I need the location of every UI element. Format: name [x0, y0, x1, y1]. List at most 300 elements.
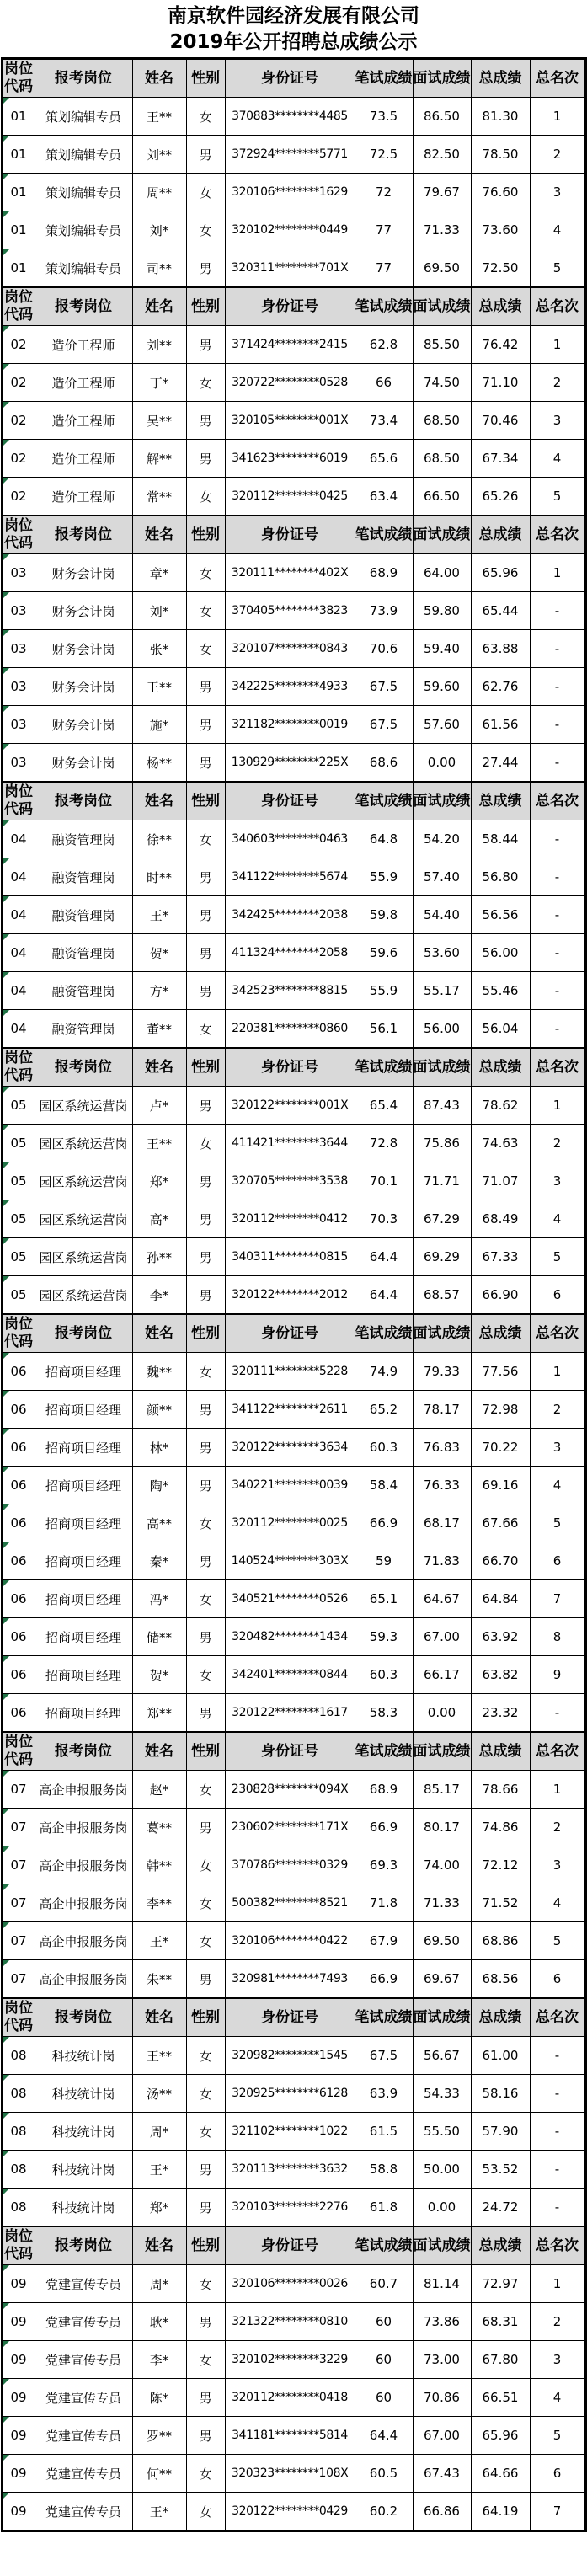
cell-text: 04 [10, 869, 27, 884]
excel-flag-icon [3, 249, 9, 255]
cell-name: 王** [132, 2037, 186, 2075]
cell-rank: 2 [530, 136, 585, 174]
cell-rank: - [530, 2037, 585, 2075]
cell-position-code [2, 1771, 35, 1809]
cell-total-score: 58.16 [471, 2075, 530, 2113]
cell-position-code [2, 1504, 35, 1542]
cell-id-number: 320122********1617 [225, 1694, 355, 1733]
table-row [2, 478, 585, 516]
table-row [2, 2113, 585, 2151]
table-row [2, 1504, 585, 1542]
cell-position-code [2, 478, 35, 516]
cell-position: 融资管理岗 [35, 1010, 132, 1049]
cell-id-number: 340603********0463 [225, 820, 355, 858]
cell-interview-score: 67.29 [413, 1200, 471, 1238]
cell-written-score: 70.3 [355, 1200, 413, 1238]
cell-position-code [2, 2189, 35, 2227]
cell-gender: 女 [186, 174, 225, 211]
cell-id-number: 320102********0449 [225, 211, 355, 249]
column-header-position: 报考岗位 [35, 2226, 132, 2265]
cell-written-score: 60 [355, 2303, 413, 2341]
cell-name: 时** [132, 858, 186, 896]
cell-position-code [2, 592, 35, 630]
cell-total-score: 65.26 [471, 478, 530, 516]
cell-position: 融资管理岗 [35, 972, 132, 1010]
cell-interview-score: 70.86 [413, 2379, 471, 2417]
excel-flag-icon [3, 1504, 9, 1510]
cell-interview-score: 67.00 [413, 1618, 471, 1656]
cell-position-code [2, 2455, 35, 2493]
cell-interview-score: 78.17 [413, 1391, 471, 1429]
table-row [2, 934, 585, 972]
cell-rank: - [530, 2151, 585, 2189]
cell-rank: 4 [530, 211, 585, 249]
cell-rank: 2 [530, 1809, 585, 1846]
column-header-name: 姓名 [132, 1732, 186, 1771]
cell-gender: 女 [186, 1884, 225, 1922]
cell-position: 园区系统运营岗 [35, 1200, 132, 1238]
cell-written-score: 61.8 [355, 2189, 413, 2227]
cell-interview-score: 76.33 [413, 1467, 471, 1504]
cell-position-code [2, 896, 35, 934]
table-row [2, 2455, 585, 2493]
cell-total-score: 56.00 [471, 934, 530, 972]
cell-text: 05 [10, 1098, 27, 1113]
cell-position-code [2, 2417, 35, 2455]
column-header-interview-score: 面试成绩 [413, 1998, 471, 2037]
excel-flag-icon [3, 1010, 9, 1016]
cell-total-score: 78.66 [471, 1771, 530, 1809]
cell-total-score: 27.44 [471, 744, 530, 783]
excel-flag-icon [3, 1884, 9, 1890]
cell-text: 07 [10, 1857, 27, 1873]
cell-id-number: 341181********5814 [225, 2417, 355, 2455]
cell-text: 06 [10, 1705, 27, 1720]
results-table [1, 57, 587, 2532]
cell-position: 高企申报服务岗 [35, 1846, 132, 1884]
cell-interview-score: 81.14 [413, 2265, 471, 2303]
column-header-position-code: 岗位代码 [2, 2226, 35, 2265]
cell-rank: - [530, 592, 585, 630]
cell-gender: 男 [186, 1694, 225, 1733]
cell-total-score: 70.46 [471, 402, 530, 440]
column-header-position-code: 岗位代码 [2, 1732, 35, 1771]
excel-flag-icon [3, 1922, 9, 1928]
cell-gender: 女 [186, 554, 225, 592]
cell-total-score: 56.56 [471, 896, 530, 934]
excel-flag-icon [3, 2265, 9, 2271]
cell-position-code [2, 249, 35, 288]
cell-total-score: 64.66 [471, 2455, 530, 2493]
cell-interview-score: 73.86 [413, 2303, 471, 2341]
cell-total-score: 72.98 [471, 1391, 530, 1429]
cell-position: 融资管理岗 [35, 858, 132, 896]
cell-text: 06 [10, 1515, 27, 1531]
cell-total-score: 63.88 [471, 630, 530, 668]
cell-id-number: 370405********3823 [225, 592, 355, 630]
cell-interview-score: 56.67 [413, 2037, 471, 2075]
cell-total-score: 67.33 [471, 1238, 530, 1276]
cell-written-score: 59.8 [355, 896, 413, 934]
page-title [0, 0, 587, 57]
cell-position: 策划编辑专员 [35, 211, 132, 249]
cell-rank: 4 [530, 1200, 585, 1238]
cell-id-number: 320482********1434 [225, 1618, 355, 1656]
cell-id-number: 220381********0860 [225, 1010, 355, 1049]
column-header-total-score: 总成绩 [471, 287, 530, 326]
cell-position: 党建宣传专员 [35, 2341, 132, 2379]
cell-position-code [2, 402, 35, 440]
cell-rank: - [530, 858, 585, 896]
cell-name: 王** [132, 1125, 186, 1162]
cell-text: 05 [10, 1136, 27, 1151]
cell-text: 01 [10, 260, 27, 275]
cell-name: 周** [132, 174, 186, 211]
table-row [2, 1087, 585, 1125]
cell-written-score: 71.8 [355, 1884, 413, 1922]
cell-total-score: 63.92 [471, 1618, 530, 1656]
excel-flag-icon [3, 1694, 9, 1700]
cell-interview-score: 71.83 [413, 1542, 471, 1580]
cell-rank: 4 [530, 1467, 585, 1504]
cell-gender: 女 [186, 211, 225, 249]
cell-gender: 男 [186, 744, 225, 783]
cell-id-number: 342225********4933 [225, 668, 355, 706]
column-header-total-score: 总成绩 [471, 59, 530, 98]
cell-id-number: 140524********303X [225, 1542, 355, 1580]
cell-name: 何** [132, 2455, 186, 2493]
cell-total-score: 78.50 [471, 136, 530, 174]
cell-name: 朱** [132, 1960, 186, 1999]
cell-position: 园区系统运营岗 [35, 1162, 132, 1200]
cell-name: 章* [132, 554, 186, 592]
cell-name: 颜** [132, 1391, 186, 1429]
excel-flag-icon [3, 1162, 9, 1168]
cell-rank: 6 [530, 2455, 585, 2493]
cell-position-code [2, 1200, 35, 1238]
cell-interview-score: 50.00 [413, 2151, 471, 2189]
excel-flag-icon [3, 858, 9, 864]
cell-text: 06 [10, 1402, 27, 1417]
column-header-position-code: 岗位代码 [2, 782, 35, 820]
column-header-interview-score: 面试成绩 [413, 1048, 471, 1087]
cell-position-code [2, 630, 35, 668]
column-header-position-code: 岗位代码 [2, 1314, 35, 1353]
cell-gender: 男 [186, 326, 225, 364]
column-header-interview-score: 面试成绩 [413, 287, 471, 326]
cell-gender: 男 [186, 706, 225, 744]
cell-position-code [2, 1238, 35, 1276]
excel-flag-icon [3, 934, 9, 940]
cell-text: 09 [10, 2276, 27, 2291]
cell-id-number: 342401********0844 [225, 1656, 355, 1694]
excel-flag-icon [3, 2493, 9, 2499]
cell-written-score: 74.9 [355, 1353, 413, 1391]
cell-written-score: 60.2 [355, 2493, 413, 2531]
cell-name: 王** [132, 668, 186, 706]
cell-text: 09 [10, 2428, 27, 2443]
cell-total-score: 71.52 [471, 1884, 530, 1922]
cell-gender: 女 [186, 2455, 225, 2493]
cell-rank: 6 [530, 1542, 585, 1580]
cell-name: 施* [132, 706, 186, 744]
cell-id-number: 321182********0019 [225, 706, 355, 744]
cell-rank: - [530, 972, 585, 1010]
table-row [2, 440, 585, 478]
cell-text: 09 [10, 2504, 27, 2519]
cell-text: 02 [10, 413, 27, 428]
cell-id-number: 320311********701X [225, 249, 355, 288]
excel-flag-icon [3, 364, 9, 370]
cell-text: 08 [10, 2124, 27, 2139]
cell-gender: 女 [186, 1125, 225, 1162]
column-header-position: 报考岗位 [35, 59, 132, 98]
cell-written-score: 67.5 [355, 2037, 413, 2075]
cell-written-score: 58.4 [355, 1467, 413, 1504]
cell-position-code [2, 2493, 35, 2531]
excel-flag-icon [3, 174, 9, 179]
cell-written-score: 65.4 [355, 1087, 413, 1125]
cell-rank: - [530, 896, 585, 934]
table-row [2, 972, 585, 1010]
cell-text: 07 [10, 1933, 27, 1948]
cell-rank: 7 [530, 1580, 585, 1618]
cell-gender: 男 [186, 972, 225, 1010]
cell-position-code [2, 2341, 35, 2379]
cell-name: 罗** [132, 2417, 186, 2455]
cell-rank: 7 [530, 2493, 585, 2531]
table-row [2, 1238, 585, 1276]
cell-name: 秦* [132, 1542, 186, 1580]
cell-interview-score: 67.00 [413, 2417, 471, 2455]
cell-interview-score: 71.71 [413, 1162, 471, 1200]
cell-rank: 5 [530, 249, 585, 288]
column-header-position: 报考岗位 [35, 1048, 132, 1087]
cell-rank: 2 [530, 364, 585, 402]
cell-position: 园区系统运营岗 [35, 1087, 132, 1125]
cell-interview-score: 57.40 [413, 858, 471, 896]
column-header-written-score: 笔试成绩 [355, 1998, 413, 2037]
cell-interview-score: 66.17 [413, 1656, 471, 1694]
cell-written-score: 59.3 [355, 1618, 413, 1656]
cell-name: 王* [132, 2493, 186, 2531]
cell-name: 陈* [132, 2379, 186, 2417]
table-row [2, 592, 585, 630]
excel-flag-icon [3, 1353, 9, 1359]
excel-flag-icon [3, 2037, 9, 2043]
table-row [2, 1467, 585, 1504]
column-header-total-score: 总成绩 [471, 1732, 530, 1771]
cell-position: 造价工程师 [35, 440, 132, 478]
column-header-written-score: 笔试成绩 [355, 782, 413, 820]
column-header-position: 报考岗位 [35, 1998, 132, 2037]
cell-id-number: 320102********3229 [225, 2341, 355, 2379]
cell-written-score: 64.4 [355, 1276, 413, 1315]
table-header-row [2, 1732, 585, 1771]
cell-position-code [2, 1884, 35, 1922]
cell-position-code [2, 1353, 35, 1391]
cell-total-score: 76.60 [471, 174, 530, 211]
cell-total-score: 65.44 [471, 592, 530, 630]
column-header-gender: 性别 [186, 1732, 225, 1771]
cell-position: 党建宣传专员 [35, 2303, 132, 2341]
page-title-line1: 南京软件园经济发展有限公司 [168, 5, 419, 27]
cell-interview-score: 80.17 [413, 1809, 471, 1846]
excel-flag-icon [3, 1391, 9, 1397]
cell-rank: 1 [530, 554, 585, 592]
cell-id-number: 320122********0429 [225, 2493, 355, 2531]
cell-position-code [2, 2037, 35, 2075]
cell-id-number: 340221********0039 [225, 1467, 355, 1504]
excel-flag-icon [3, 1276, 9, 1282]
cell-id-number: 321102********1022 [225, 2113, 355, 2151]
cell-position: 招商项目经理 [35, 1580, 132, 1618]
cell-text: 03 [10, 717, 27, 732]
cell-name: 赵* [132, 1771, 186, 1809]
cell-total-score: 65.96 [471, 2417, 530, 2455]
cell-rank: 1 [530, 1353, 585, 1391]
cell-text: 01 [10, 109, 27, 124]
cell-id-number: 320111********402X [225, 554, 355, 592]
cell-interview-score: 74.50 [413, 364, 471, 402]
excel-flag-icon [3, 2151, 9, 2156]
cell-gender: 女 [186, 820, 225, 858]
cell-name: 周* [132, 2265, 186, 2303]
cell-total-score: 66.51 [471, 2379, 530, 2417]
table-row [2, 402, 585, 440]
cell-rank: 4 [530, 440, 585, 478]
cell-gender: 男 [186, 2189, 225, 2227]
cell-gender: 男 [186, 1391, 225, 1429]
cell-written-score: 77 [355, 211, 413, 249]
cell-name: 刘* [132, 211, 186, 249]
excel-flag-icon [3, 896, 9, 902]
column-header-name: 姓名 [132, 1314, 186, 1353]
cell-position: 招商项目经理 [35, 1353, 132, 1391]
excel-flag-icon [3, 1125, 9, 1130]
cell-interview-score: 56.00 [413, 1010, 471, 1049]
cell-written-score: 68.6 [355, 744, 413, 783]
cell-position: 策划编辑专员 [35, 136, 132, 174]
cell-total-score: 24.72 [471, 2189, 530, 2227]
cell-id-number: 342523********8815 [225, 972, 355, 1010]
cell-interview-score: 55.17 [413, 972, 471, 1010]
cell-interview-score: 0.00 [413, 1694, 471, 1733]
cell-name: 王* [132, 896, 186, 934]
cell-position: 党建宣传专员 [35, 2379, 132, 2417]
cell-position: 招商项目经理 [35, 1656, 132, 1694]
cell-total-score: 81.30 [471, 98, 530, 136]
table-row [2, 2303, 585, 2341]
cell-rank: 4 [530, 2379, 585, 2417]
cell-rank: 3 [530, 1429, 585, 1467]
cell-rank: 1 [530, 1087, 585, 1125]
cell-position-code [2, 136, 35, 174]
cell-id-number: 500382********8521 [225, 1884, 355, 1922]
cell-position-code [2, 668, 35, 706]
cell-text: 08 [10, 2162, 27, 2177]
cell-position: 科技统计岗 [35, 2037, 132, 2075]
excel-flag-icon [3, 706, 9, 712]
cell-rank: 3 [530, 1846, 585, 1884]
cell-id-number: 230602********171X [225, 1809, 355, 1846]
column-header-rank: 总名次 [530, 516, 585, 554]
cell-id-number: 341122********2611 [225, 1391, 355, 1429]
cell-id-number: 320122********001X [225, 1087, 355, 1125]
table-header-row [2, 1998, 585, 2037]
cell-position-code [2, 98, 35, 136]
column-header-name: 姓名 [132, 59, 186, 98]
table-header-row [2, 1314, 585, 1353]
column-header-position-code: 岗位代码 [2, 516, 35, 554]
excel-flag-icon [3, 1467, 9, 1472]
cell-position: 财务会计岗 [35, 592, 132, 630]
excel-flag-icon [3, 1200, 9, 1206]
cell-gender: 男 [186, 1542, 225, 1580]
cell-total-score: 56.04 [471, 1010, 530, 1049]
cell-name: 陶* [132, 1467, 186, 1504]
table-row [2, 1884, 585, 1922]
cell-total-score: 74.63 [471, 1125, 530, 1162]
cell-text: 09 [10, 2314, 27, 2329]
table-row [2, 1200, 585, 1238]
cell-total-score: 68.31 [471, 2303, 530, 2341]
cell-rank: - [530, 1010, 585, 1049]
cell-position-code [2, 1276, 35, 1315]
column-header-interview-score: 面试成绩 [413, 782, 471, 820]
column-header-gender: 性别 [186, 59, 225, 98]
cell-written-score: 64.8 [355, 820, 413, 858]
cell-gender: 男 [186, 2417, 225, 2455]
cell-rank: 5 [530, 1238, 585, 1276]
cell-rank: 5 [530, 1922, 585, 1960]
cell-rank: - [530, 820, 585, 858]
cell-text: 06 [10, 1478, 27, 1493]
cell-text: 03 [10, 641, 27, 656]
column-header-position: 报考岗位 [35, 516, 132, 554]
cell-name: 汤** [132, 2075, 186, 2113]
column-header-id-number: 身份证号 [225, 1048, 355, 1087]
cell-rank: 2 [530, 2303, 585, 2341]
cell-written-score: 56.1 [355, 1010, 413, 1049]
cell-id-number: 130929********225X [225, 744, 355, 783]
cell-position-code [2, 858, 35, 896]
cell-text: 07 [10, 1971, 27, 1986]
column-header-id-number: 身份证号 [225, 287, 355, 326]
column-header-position-code: 岗位代码 [2, 59, 35, 98]
cell-gender: 女 [186, 2075, 225, 2113]
cell-position-code [2, 1656, 35, 1694]
cell-position: 财务会计岗 [35, 668, 132, 706]
cell-name: 李** [132, 1884, 186, 1922]
cell-total-score: 58.44 [471, 820, 530, 858]
cell-id-number: 320112********0418 [225, 2379, 355, 2417]
excel-flag-icon [3, 211, 9, 217]
cell-name: 董** [132, 1010, 186, 1049]
cell-written-score: 65.6 [355, 440, 413, 478]
cell-name: 贺* [132, 934, 186, 972]
cell-total-score: 77.56 [471, 1353, 530, 1391]
cell-rank: - [530, 2075, 585, 2113]
cell-name: 李* [132, 1276, 186, 1315]
cell-text: 09 [10, 2352, 27, 2367]
cell-rank: 1 [530, 1771, 585, 1809]
cell-position: 财务会计岗 [35, 630, 132, 668]
excel-flag-icon [3, 98, 9, 104]
table-row [2, 1846, 585, 1884]
excel-flag-icon [3, 2417, 9, 2423]
table-row [2, 2189, 585, 2227]
